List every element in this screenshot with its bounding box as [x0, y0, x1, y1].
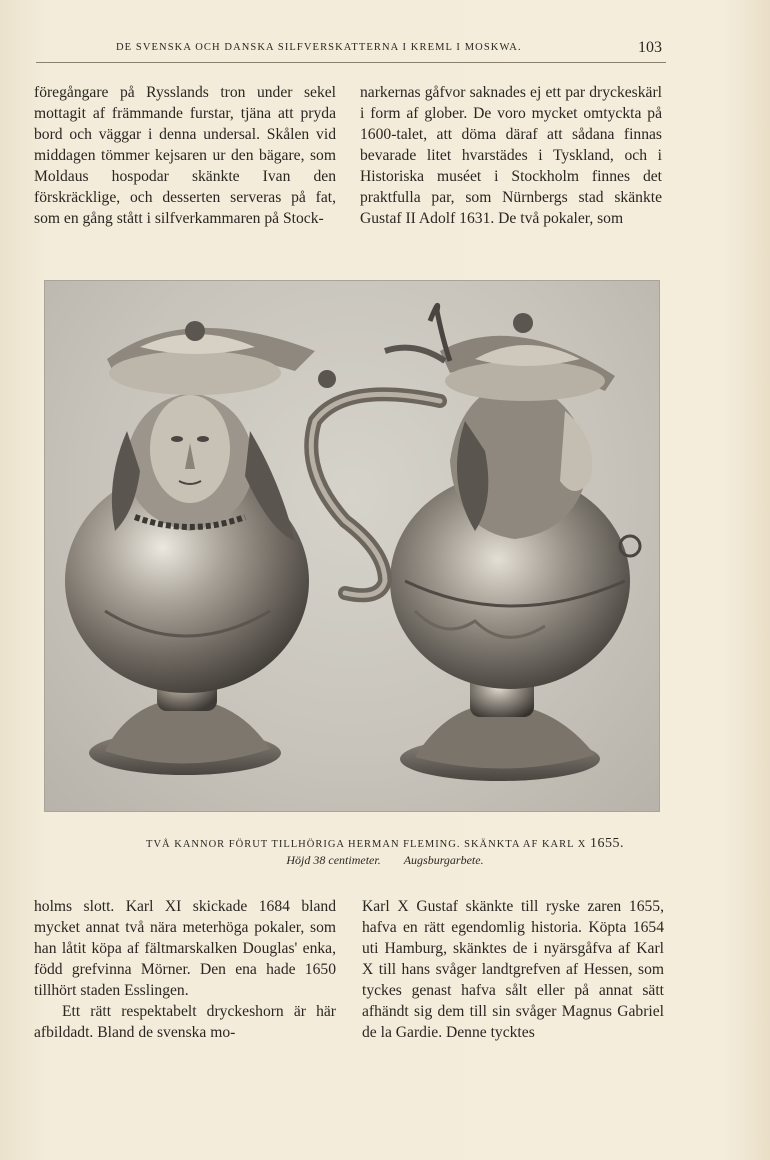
paragraph: Karl X Gustaf skänkte till ryske zaren 1655, hafva en rätt egendomlig historia. Köpta 1654 uti Hamburg, skänktes de i nyärsgåfva af Karl X till hans svåger landtgrefven af Hessen, som tyckes genast hafva sålt eller på annat sätt afhändt sig dem till sin svåger Magnus Gabriel de la Gardie. Denne tycktes	[362, 898, 664, 1041]
running-title: DE SVENSKA OCH DANSKA SILFVERSKATTERNA I KREML I MOSKWA.	[116, 42, 522, 53]
left-jug-figure	[65, 321, 315, 775]
caption-main: TVÅ KANNOR FÖRUT TILLHÖRIGA HERMAN FLEMING. SKÄNKTA AF KARL X	[146, 839, 590, 850]
photograph-plate	[44, 280, 660, 812]
text-column-bottom-left	[34, 896, 336, 1043]
caption-year: 1655.	[589, 836, 624, 851]
caption-height: Höjd 38 centimeter.	[286, 853, 381, 867]
silver-jugs-photograph	[45, 281, 659, 811]
page-number: 103	[638, 39, 662, 56]
text-column-bottom-right	[362, 896, 664, 1043]
text-column-top-right	[360, 82, 662, 229]
caption-origin: Augsburgarbete.	[403, 853, 484, 867]
paragraph: föregångare på Rysslands tron under sekel mottagit af främmande furstar, tjäna att pryda bord och väggar i denna undersal. Skålen vid middagen tömmer kejsaren ur den bägare, som Moldaus hospodar skänkte Ivan den förskräcklige, och desserten serveras på fat, som en gång stått i silfverkammaren på Stock-	[34, 84, 336, 227]
right-jug-figure	[311, 305, 640, 781]
figure-caption	[0, 836, 770, 852]
figure-subcaption	[0, 853, 770, 868]
paragraph: holms slott. Karl XI skickade 1684 bland mycket annat två nära meterhöga pokaler, som han låtit köpa af fältmarskalken Douglas' enka, född grefvinna Mörner. Den ena hade 1650 tillhört staden Esslingen.	[34, 898, 336, 999]
running-head	[36, 40, 666, 63]
text-column-top-left	[34, 82, 336, 229]
paragraph: Ett rätt respektabelt dryckeshorn är här afbildadt. Bland de svenska mo-	[34, 1003, 336, 1041]
paragraph: narkernas gåfvor saknades ej ett par dryckeskärl i form af glober. De voro mycket omtyckta på 1600-talet, att döma däraf att sådana finnas bevarade litet hvarstädes i Tyskland, och i Historiska muséet i Stockholm finnes det praktfulla par, som Nürnbergs stad skänkte Gustaf II Adolf 1631. De två pokaler, som	[360, 84, 662, 227]
